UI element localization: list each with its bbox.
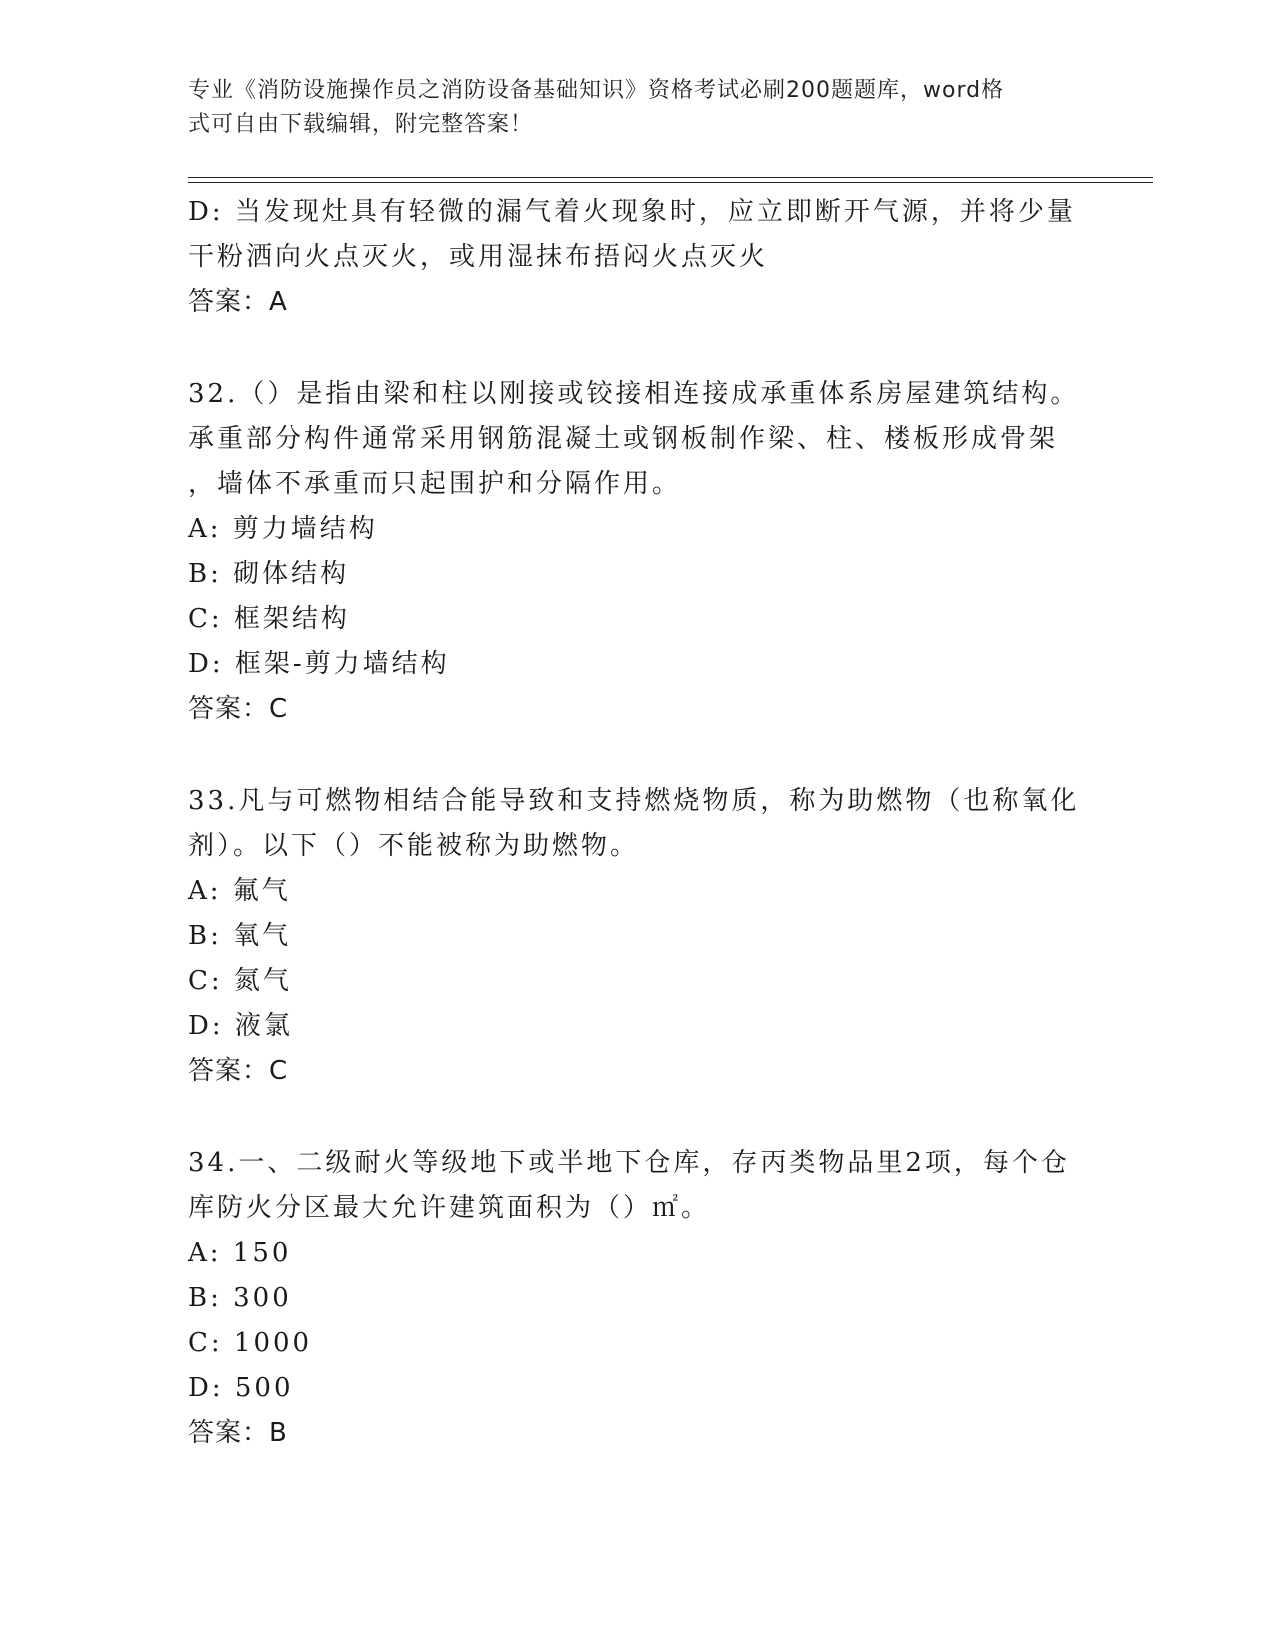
question-32	[188, 372, 1088, 732]
header-line-1: 专业《消防设施操作员之消防设备基础知识》资格考试必刷200题题库，word格	[188, 78, 1005, 103]
option-d: D: 500	[188, 1373, 294, 1403]
answer: 答案：A	[188, 287, 288, 317]
header-line-2: 式可自由下载编辑，附完整答案！	[188, 112, 534, 137]
option-c: C: 框架结构	[188, 604, 350, 634]
header-divider-bottom	[188, 182, 1153, 183]
answer: 答案：C	[188, 1056, 289, 1086]
question-stem-line: 33.凡与可燃物相结合能导致和支持燃烧物质，称为助燃物（也称氧化	[188, 786, 1080, 816]
question-stem-line: 剂）。以下（）不能被称为助燃物。	[188, 831, 640, 861]
document-body	[188, 190, 1088, 1456]
question-33	[188, 779, 1088, 1094]
option-a: A: 剪力墙结构	[188, 514, 378, 544]
option-d-line-1: D: 当发现灶具有轻微的漏气着火现象时，应立即断开气源，并将少量	[188, 197, 1076, 227]
question-stem-line: 库防火分区最大允许建筑面积为（）㎡。	[188, 1193, 711, 1223]
option-c: C: 氮气	[188, 966, 292, 996]
option-a: A: 氟气	[188, 876, 291, 906]
question-stem-line: 34.一、二级耐火等级地下或半地下仓库，存丙类物品里2项，每个仓	[188, 1148, 1070, 1178]
question-stem-line: 承重部分构件通常采用钢筋混凝土或钢板制作梁、柱、楼板形成骨架	[188, 424, 1059, 454]
option-d: D: 液氯	[188, 1011, 293, 1041]
option-b: B: 氧气	[188, 921, 292, 951]
option-b: B: 300	[188, 1283, 292, 1313]
option-a: A: 150	[188, 1238, 292, 1268]
option-b: B: 砌体结构	[188, 559, 350, 589]
option-d: D: 框架-剪力墙结构	[188, 649, 450, 679]
document-header	[188, 74, 1088, 142]
question-stem-line: ，墙体不承重而只起围护和分隔作用。	[188, 469, 682, 499]
header-divider-top	[188, 177, 1153, 178]
answer: 答案：C	[188, 694, 289, 724]
option-d-line-2: 干粉洒向火点灭火，或用湿抹布捂闷火点灭火	[188, 242, 769, 272]
question-34	[188, 1141, 1088, 1456]
spacer	[188, 1094, 1088, 1141]
option-c: C: 1000	[188, 1328, 313, 1358]
spacer	[188, 732, 1088, 779]
spacer	[188, 325, 1088, 372]
question-stem-line: 32.（）是指由梁和柱以刚接或铰接相连接成承重体系房屋建筑结构。	[188, 379, 1080, 409]
prev-question-tail	[188, 190, 1088, 325]
answer: 答案：B	[188, 1418, 288, 1448]
